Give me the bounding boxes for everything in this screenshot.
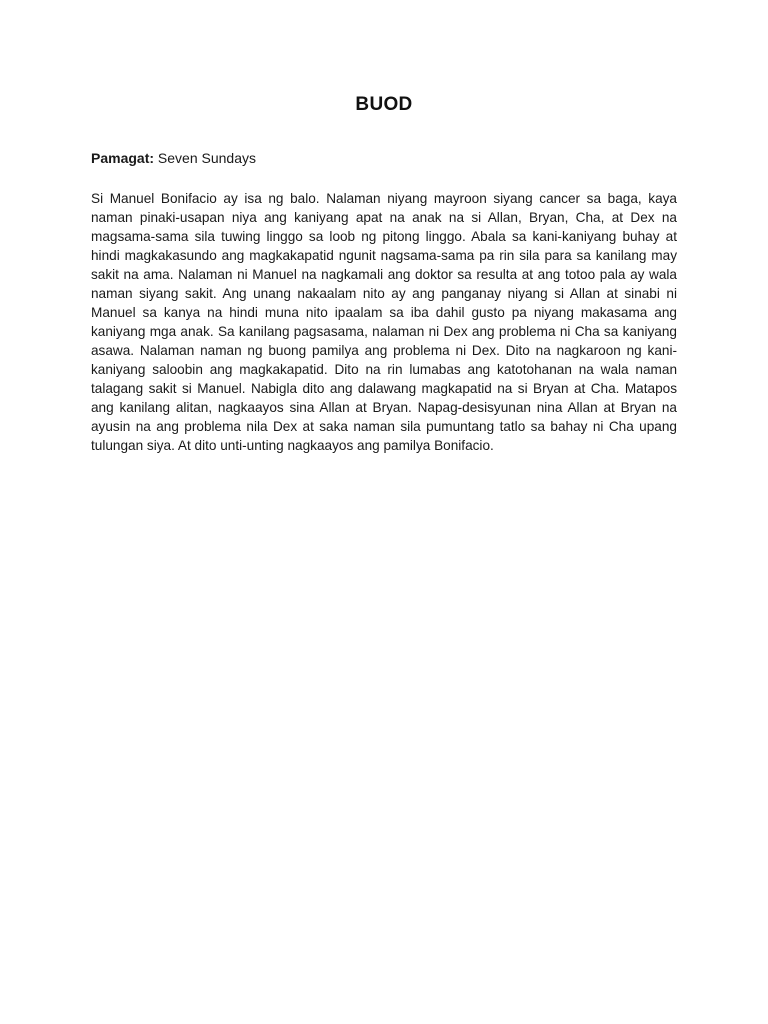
document-title: BUOD: [355, 94, 413, 115]
title-field: [91, 150, 256, 166]
title-field-value: Seven Sundays: [157, 150, 256, 166]
title-field-label: Pamagat:: [91, 150, 155, 166]
summary-paragraph: Si Manuel Bonifacio ay isa ng balo. Nalaman niyang mayroon siyang cancer sa baga, kaya naman pinaki-usapan niya ang kaniyang apat na anak na si Allan, Bryan, Cha, at Dex na magsama-sama sila tuwing linggo sa loob ng pitong linggo. Abala sa kani-kaniyang buhay at hindi magkakasundo ang magkakapatid ngunit nagsama-sama pa rin sila para sa kanilang may sakit na ama. Nalaman ni Manuel na nagkamali ang doktor sa resulta at ang totoo pala ay wala naman siyang sakit. Ang unang nakaalam nito ay ang panganay niyang si Allan at sinabi ni Manuel sa kanya na hindi muna nito ipaalam sa iba dahil gusto pa niyang makasama ang kaniyang mga anak. Sa kanilang pagsasama, nalaman ni Dex ang problema ni Cha sa kaniyang asawa. Nalaman naman ng buong pamilya ang problema ni Dex. Dito na nagkaroon ng kani-kaniyang saloobin ang magkakapatid. Dito na rin lumabas ang katotohanan na wala naman talagang sakit si Manuel. Nabigla dito ang dalawang magkapatid na si Bryan at Cha. Matapos ang kanilang alitan, nagkaayos sina Allan at Bryan. Napag-desisyunan nina Allan at Bryan na ayusin na ang problema nila Dex at saka naman sila pumuntang tatlo sa bahay ni Cha upang tulungan siya. At dito unti-unting nagkaayos ang pamilya Bonifacio.: [91, 191, 677, 453]
